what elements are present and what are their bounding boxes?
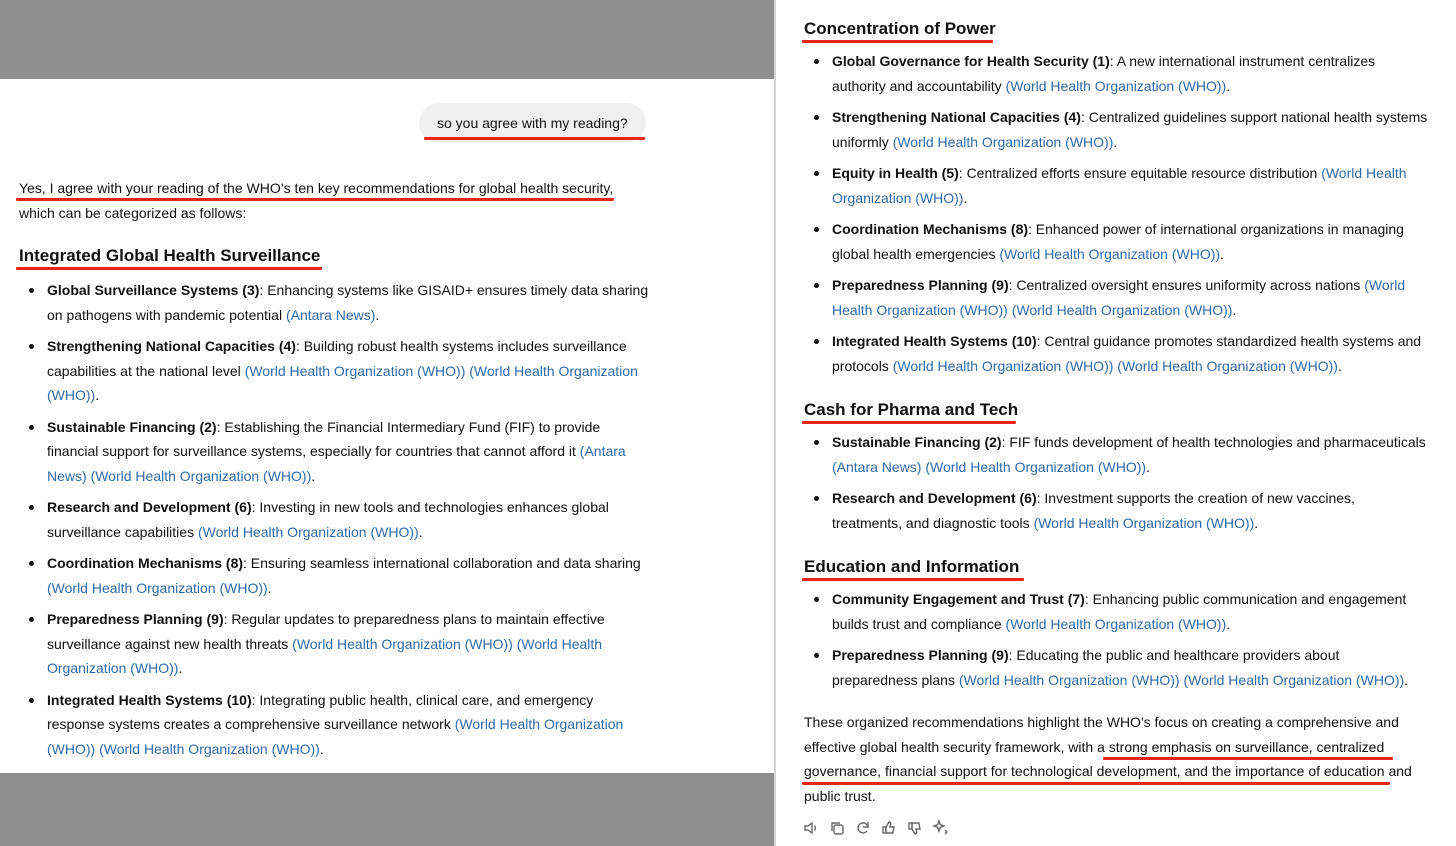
list-item: Strengthening National Capacities (4): Building robust health systems includes surveillance capabilities at the national level (World Health Organization (WHO)) (World Health Organization (WHO)). xyxy=(19,334,649,408)
item-text: : Centralized guidelines support national health systems uniformly xyxy=(832,109,1428,150)
right-screenshot-panel xyxy=(776,0,1456,846)
item-text: : Building robust health systems includes surveillance capabilities at the national level xyxy=(47,338,627,379)
list-item: Global Governance for Health Security (1): A new international instrument centralizes authority and accountability (World Health Organization (WHO)). xyxy=(804,49,1428,98)
citation-link[interactable]: (Antara News) xyxy=(47,443,626,484)
item-title: Preparedness Planning (9) xyxy=(832,647,1009,663)
conclusion-paragraph: These organized recommendations highlight the WHO's focus on creating a comprehensive and effective global health security framework, with a strong emphasis on surveillance, centralized governance, financial support for technological development, and the importance of education and public trust. xyxy=(804,714,1412,804)
section-list-education xyxy=(804,587,1428,699)
citation-link[interactable]: (World Health Organization (WHO)) xyxy=(1005,77,1227,94)
user-message-bubble: so you agree with my reading? xyxy=(419,103,646,143)
item-title: Research and Development (6) xyxy=(47,499,252,515)
intro-line-2: which can be categorized as follows: xyxy=(19,205,247,221)
section-heading: Integrated Global Health Surveillance xyxy=(19,246,321,265)
item-title: Integrated Health Systems (10) xyxy=(47,691,252,708)
item-title: Coordination Mechanisms (8) xyxy=(832,221,1029,237)
backdrop-bottom xyxy=(0,773,774,846)
item-text: : A new international instrument centralizes authority and accountability xyxy=(832,53,1376,94)
item-text: : Enhanced power of international organizations in managing global health emergencies xyxy=(832,221,1404,262)
intro-line-1: Yes, I agree with your reading of the WHO’s ten key recommendations for global health security, xyxy=(19,180,614,196)
item-text: : Ensuring seamless international collaboration and data sharing xyxy=(243,555,641,571)
item-title: Global Governance for Health Security (1) xyxy=(832,53,1110,69)
section-heading: Concentration of Power xyxy=(804,19,996,38)
item-text: : Enhancing public communication and engagement builds trust and compliance xyxy=(832,591,1407,632)
citation-link[interactable]: (World Health Organization (WHO)) xyxy=(832,165,1407,206)
heading-underline xyxy=(16,267,322,270)
list-item: Global Surveillance Systems (3): Enhancing systems like GISAID+ ensures timely data sharing on pathogens with pandemic potential (Antara News). xyxy=(19,278,649,327)
item-title: Integrated Health Systems (10) xyxy=(832,333,1037,349)
conclusion-underline xyxy=(802,782,1390,785)
citation-link[interactable]: (World Health Organization (WHO)) xyxy=(892,357,1114,374)
item-title: Sustainable Financing (2) xyxy=(832,434,1002,450)
item-text: : FIF funds development of health technologies and pharmaceuticals xyxy=(1001,434,1426,450)
item-text: : Investment supports the creation of new vaccines, treatments, and diagnostic tools xyxy=(832,490,1355,531)
section-heading: Education and Information xyxy=(804,557,1020,576)
item-text: : Investing in new tools and technologies enhances global surveillance capabilities xyxy=(47,499,609,540)
list-item: Equity in Health (5): Centralized efforts ensure equitable resource distribution (World Health Organization (WHO)). xyxy=(804,161,1428,210)
regenerate-icon[interactable] xyxy=(854,819,872,837)
item-text: : Enhancing systems like GISAID+ ensures timely data sharing on pathogens with pandemic potential xyxy=(47,282,649,323)
section-list-pharma xyxy=(804,430,1428,542)
list-item: Research and Development (6): Investment supports the creation of new vaccines, treatments, and diagnostic tools (World Health Organization (WHO)). xyxy=(804,486,1428,535)
citation-link[interactable]: (World Health Organization (WHO)) xyxy=(925,458,1147,475)
heading-underline xyxy=(802,421,1016,424)
item-text: : Centralized efforts ensure equitable resource distribution xyxy=(958,165,1322,181)
list-item: Sustainable Financing (2): Establishing the Financial Intermediary Fund (FIF) to provide financial support for surveillance systems, especially for countries that cannot afford it (Antara News) (World Health Organization (WHO)). xyxy=(19,415,649,489)
thumbs-down-icon[interactable] xyxy=(906,819,924,837)
user-message-underline xyxy=(424,137,645,140)
list-item: Integrated Health Systems (10): Central guidance promotes standardized health systems and protocols (World Health Organization (WHO)) (World Health Organization (WHO)). xyxy=(804,329,1428,378)
list-item: Preparedness Planning (9): Educating the public and healthcare providers about preparedness plans (World Health Organization (WHO)) (World Health Organization (WHO)). xyxy=(804,643,1428,692)
citation-link[interactable]: (World Health Organization (WHO)) xyxy=(1033,514,1255,531)
read-aloud-icon[interactable] xyxy=(802,819,820,837)
section-heading: Cash for Pharma and Tech xyxy=(804,400,1019,419)
list-item: Research and Development (6): Investing in new tools and technologies enhances global surveillance capabilities (World Health Organization (WHO)). xyxy=(19,495,649,544)
conclusion-underline xyxy=(1103,757,1393,760)
section-list-surveillance xyxy=(19,278,649,768)
citation-link[interactable]: (World Health Organization (WHO)) xyxy=(47,635,603,676)
model-sparkle-icon[interactable] xyxy=(932,819,950,837)
citation-link[interactable]: (World Health Organization (WHO)) xyxy=(197,523,419,540)
item-title: Sustainable Financing (2) xyxy=(47,418,217,435)
citation-link[interactable]: (Antara News) xyxy=(832,458,922,475)
message-actions xyxy=(802,819,950,837)
item-title: Global Surveillance Systems (3) xyxy=(47,282,260,298)
item-text: : Centralized oversight ensures uniformity across nations xyxy=(1008,277,1365,293)
item-text: : Establishing the Financial Intermediary Fund (FIF) to provide financial support for surveillance systems, especially for countries that cannot afford it xyxy=(47,418,601,459)
item-title: Research and Development (6) xyxy=(832,490,1037,506)
item-text: : Regular updates to preparedness plans to maintain effective surveillance against new health threats xyxy=(47,611,605,652)
left-screenshot-panel xyxy=(0,79,774,773)
item-text: : Central guidance promotes standardized health systems and protocols xyxy=(832,333,1422,374)
item-title: Preparedness Planning (9) xyxy=(832,277,1009,293)
item-title: Community Engagement and Trust (7) xyxy=(832,591,1085,607)
citation-link[interactable]: (World Health Organization (WHO)) xyxy=(958,671,1180,688)
copy-icon[interactable] xyxy=(828,819,846,837)
item-text: : Educating the public and healthcare providers about preparedness plans xyxy=(832,647,1340,688)
item-title: Strengthening National Capacities (4) xyxy=(47,338,296,354)
citation-link[interactable]: (World Health Organization (WHO)) xyxy=(292,635,513,652)
section-list-power xyxy=(804,49,1428,385)
list-item: Integrated Health Systems (10): Integrating public health, clinical care, and emergency response systems creates a comprehensive surveillance network (World Health Organization (WHO)) (World Health Organization (WHO)). xyxy=(19,688,649,762)
citation-link[interactable]: (World Health Organization (WHO)) xyxy=(999,245,1221,262)
citation-link[interactable]: (World Health Organization (WHO)) xyxy=(1183,671,1405,688)
citation-link[interactable]: (World Health Organization (WHO)) xyxy=(90,467,312,484)
item-title: Strengthening National Capacities (4) xyxy=(832,109,1081,125)
citation-link[interactable]: (World Health Organization (WHO)) xyxy=(47,579,268,596)
citation-link[interactable]: (World Health Organization (WHO)) xyxy=(1011,301,1233,318)
citation-link[interactable]: (World Health Organization (WHO)) xyxy=(47,362,638,403)
list-item: Coordination Mechanisms (8): Enhanced power of international organizations in managing global health emergencies (World Health Organization (WHO)). xyxy=(804,217,1428,266)
heading-underline xyxy=(802,578,1024,581)
item-text: : Integrating public health, clinical care, and emergency response systems creates a comprehensive surveillance network xyxy=(47,691,594,732)
item-title: Preparedness Planning (9) xyxy=(47,611,224,627)
citation-link[interactable]: (World Health Organization (WHO)) xyxy=(832,277,1406,318)
list-item: Sustainable Financing (2): FIF funds development of health technologies and pharmaceuticals (Antara News) (World Health Organization (WHO)). xyxy=(804,430,1428,479)
list-item: Preparedness Planning (9): Regular updates to preparedness plans to maintain effective surveillance against new health threats (World Health Organization (WHO)) (World Health Organization (WHO)). xyxy=(19,607,649,681)
citation-link[interactable]: (World Health Organization (WHO)) xyxy=(1117,357,1338,374)
backdrop-top xyxy=(0,0,774,79)
citation-link[interactable]: (Antara News) xyxy=(285,306,376,323)
citation-link[interactable]: (World Health Organization (WHO)) xyxy=(99,740,320,757)
item-title: Coordination Mechanisms (8) xyxy=(47,555,244,571)
list-item: Community Engagement and Trust (7): Enhancing public communication and engagement builds trust and compliance (World Health Organization (WHO)). xyxy=(804,587,1428,636)
citation-link[interactable]: (World Health Organization (WHO)) xyxy=(892,133,1114,150)
list-item: Preparedness Planning (9): Centralized oversight ensures uniformity across nations (World Health Organization (WHO)) (World Health Organization (WHO)). xyxy=(804,273,1428,322)
heading-underline xyxy=(802,40,993,43)
item-title: Equity in Health (5) xyxy=(832,165,959,181)
thumbs-up-icon[interactable] xyxy=(880,819,898,837)
citation-link[interactable]: (World Health Organization (WHO)) xyxy=(244,362,466,379)
citation-link[interactable]: (World Health Organization (WHO)) xyxy=(1005,615,1227,632)
list-item: Strengthening National Capacities (4): Centralized guidelines support national health systems uniformly (World Health Organization (WHO)). xyxy=(804,105,1428,154)
citation-link[interactable]: (World Health Organization (WHO)) xyxy=(47,716,624,757)
list-item: Coordination Mechanisms (8): Ensuring seamless international collaboration and data sharing (World Health Organization (WHO)). xyxy=(19,551,649,600)
